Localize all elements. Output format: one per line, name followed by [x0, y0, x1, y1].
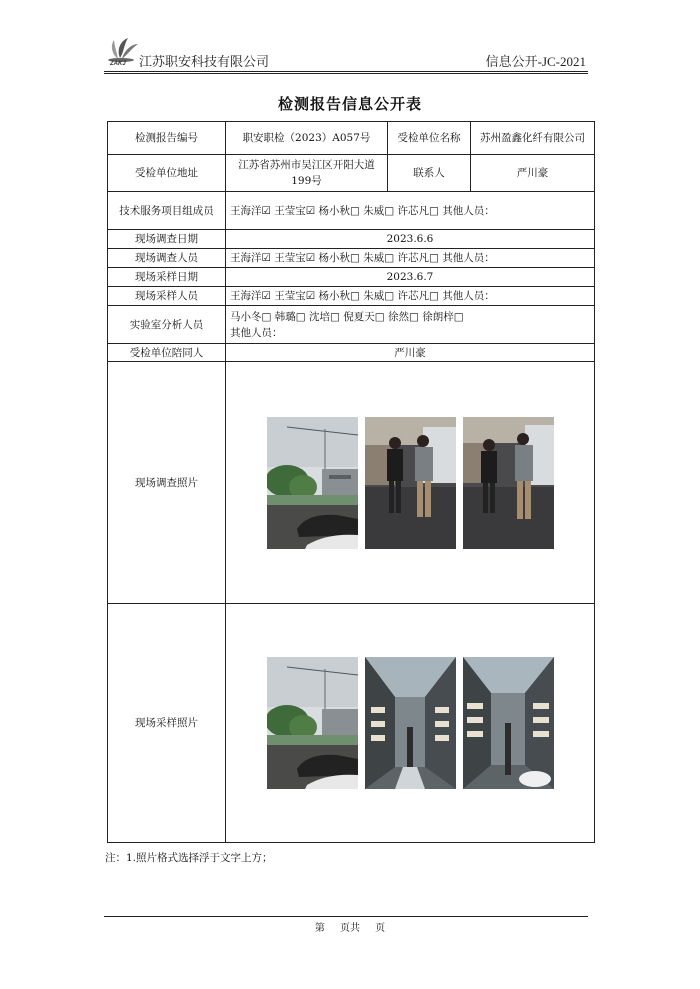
- info-table: [107, 121, 595, 843]
- table-row: [108, 306, 595, 344]
- footer-rule: [104, 916, 588, 917]
- sample-photos-cell: [226, 604, 595, 843]
- contact-value: 严川豪: [471, 155, 595, 192]
- table-row: [108, 344, 595, 362]
- team-value: 王海洋☑ 王莹宝☑ 杨小秋□ 朱威□ 许芯凡□ 其他人员：: [226, 192, 595, 230]
- table-row: [108, 287, 595, 306]
- sample-photo-workshop-1: [365, 657, 456, 789]
- document-number: 信息公开-JC-2021: [485, 54, 586, 69]
- sample-photo-exterior: [267, 657, 358, 789]
- table-row: [108, 362, 595, 604]
- sample-date-label: 现场采样日期: [108, 268, 226, 287]
- survey-photos-label: 现场调查照片: [108, 362, 226, 604]
- table-row: [108, 249, 595, 268]
- survey-photo-people-2: [463, 417, 554, 549]
- contact-label: 联系人: [388, 155, 471, 192]
- client-label: 受检单位名称: [388, 122, 471, 155]
- sample-date-value: 2023.6.7: [226, 268, 595, 287]
- table-row: [108, 230, 595, 249]
- table-row: [108, 268, 595, 287]
- table-row: [108, 155, 595, 192]
- lab-line-2: 其他人员：: [230, 326, 283, 339]
- page-header: [104, 34, 586, 72]
- lab-value: [226, 306, 595, 344]
- footnote: 注：1.照片格式选择浮于文字上方；: [105, 852, 273, 864]
- sample-photo-workshop-2: [463, 657, 554, 789]
- lab-line-1: 马小冬□ 韩璐□ 沈培□ 倪夏天□ 徐然□ 徐朗梓□: [230, 310, 464, 323]
- client-value: 苏州盈鑫化纤有限公司: [471, 122, 595, 155]
- report-no-label: 检测报告编号: [108, 122, 226, 155]
- table-row: [108, 122, 595, 155]
- logo-text: ZAKJ: [110, 61, 126, 67]
- sample-staff-label: 现场采样人员: [108, 287, 226, 306]
- address-label: 受检单位地址: [108, 155, 226, 192]
- team-label: 技术服务项目组成员: [108, 192, 226, 230]
- survey-staff-value: 王海洋☑ 王莹宝☑ 杨小秋□ 朱威□ 许芯凡□ 其他人员：: [226, 249, 595, 268]
- report-no-value: 职安职检（2023）A057号: [226, 122, 388, 155]
- escort-value: 严川豪: [226, 344, 595, 362]
- page-footer: 第 页共 页: [314, 923, 386, 934]
- address-value: 江苏省苏州市吴江区开阳大道199号: [226, 155, 388, 192]
- table-row: [108, 604, 595, 843]
- survey-date-value: 2023.6.6: [226, 230, 595, 249]
- survey-date-label: 现场调查日期: [108, 230, 226, 249]
- page-title: 检测报告信息公开表: [277, 95, 422, 113]
- survey-photo-exterior: [267, 417, 358, 549]
- table-row: [108, 192, 595, 230]
- survey-photo-people-1: [365, 417, 456, 549]
- sample-staff-value: 王海洋☑ 王莹宝☑ 杨小秋□ 朱威□ 许芯凡□ 其他人员：: [226, 287, 595, 306]
- sample-photos-label: 现场采样照片: [108, 604, 226, 843]
- company-name: 江苏职安科技有限公司: [139, 55, 270, 70]
- header-rule-secondary: [104, 73, 588, 74]
- escort-label: 受检单位陪同人: [108, 344, 226, 362]
- header-rule: [104, 71, 588, 72]
- survey-staff-label: 现场调查人员: [108, 249, 226, 268]
- survey-photos-cell: [226, 362, 595, 604]
- lab-label: 实验室分析人员: [108, 306, 226, 344]
